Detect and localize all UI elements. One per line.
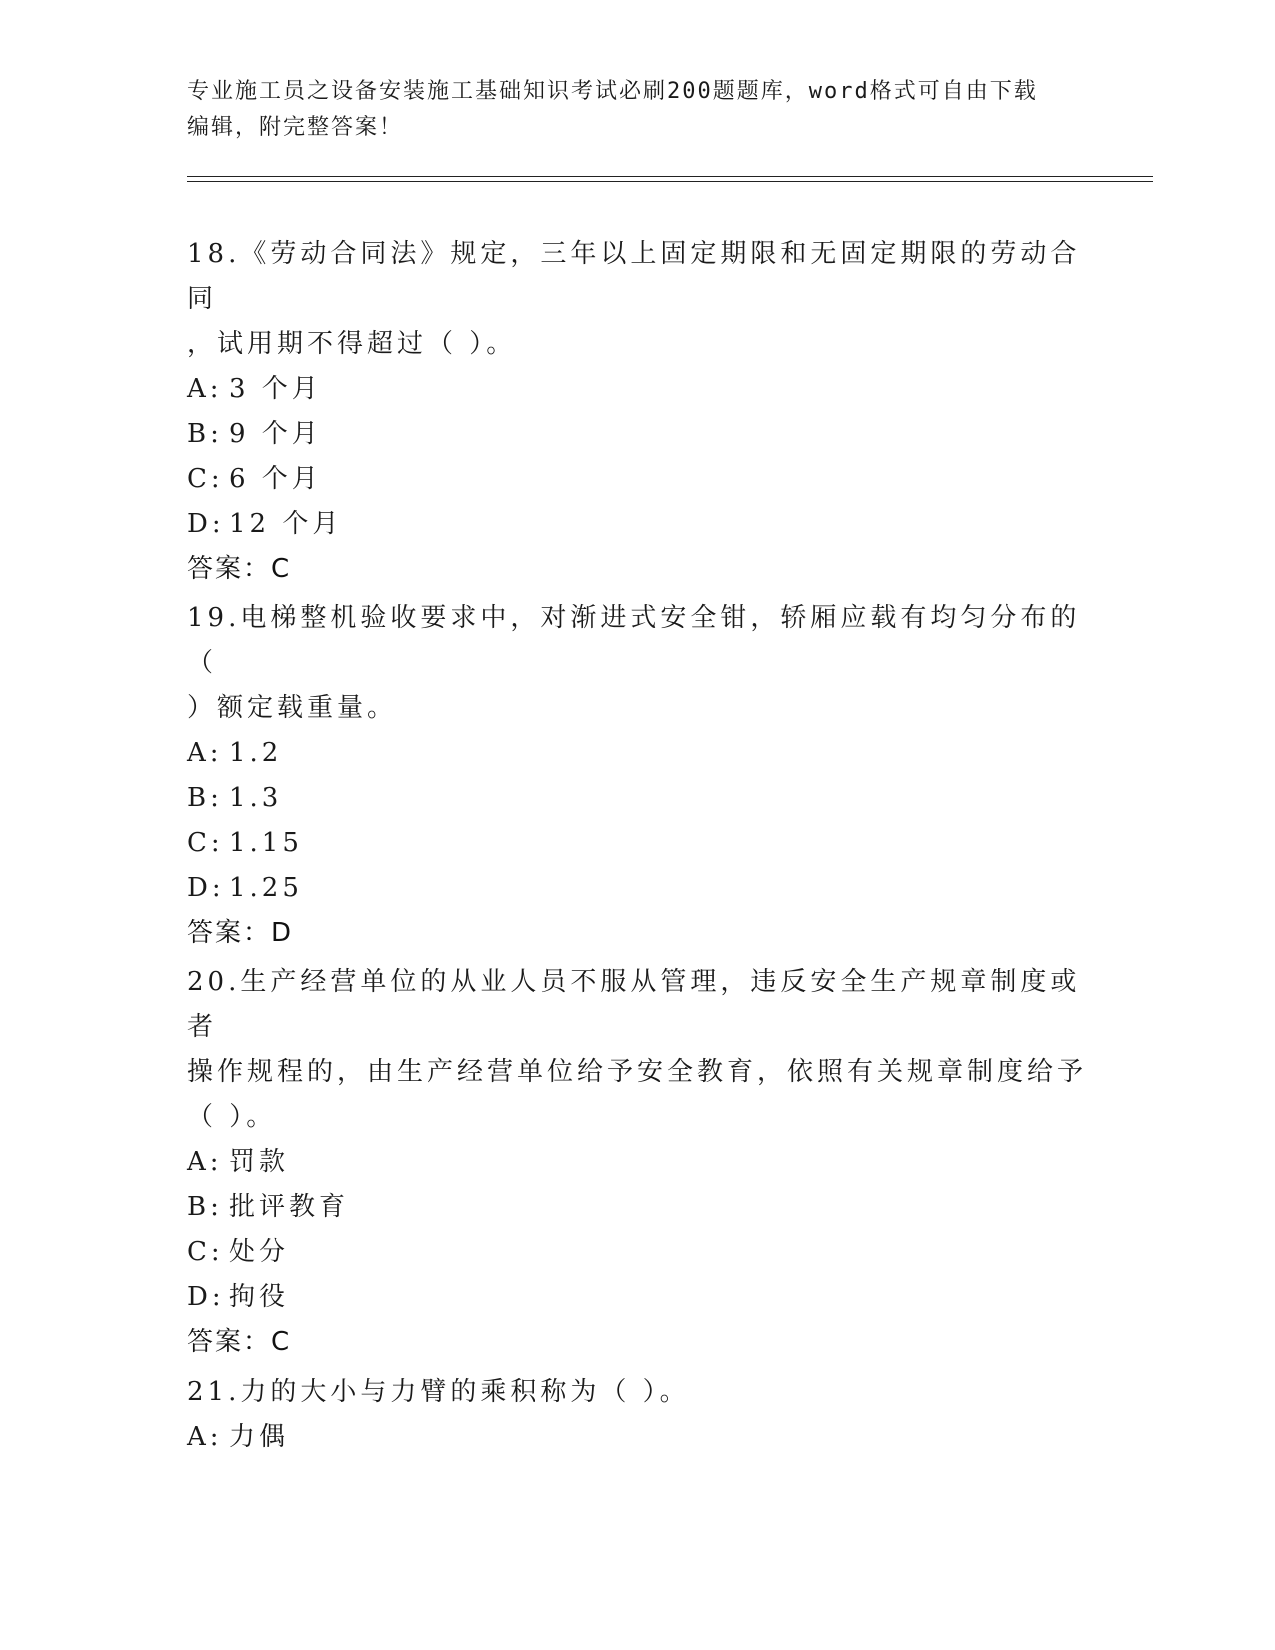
option-c	[187, 821, 1087, 866]
option-letter: B:	[187, 783, 223, 813]
question-21	[187, 1370, 1087, 1460]
option-value: 1.2	[229, 738, 283, 768]
option-value: 1.15	[229, 828, 303, 858]
option-value: 批评教育	[229, 1192, 350, 1222]
option-letter: A:	[187, 1422, 223, 1452]
question-18	[187, 232, 1087, 592]
option-value: 力偶	[229, 1422, 290, 1452]
header-title-line-1: 专业施工员之设备安装施工基础知识考试必刷200题题库，word格式可自由下载	[187, 79, 1038, 104]
option-c	[187, 457, 1087, 502]
answer-label: 答案：C	[187, 1327, 292, 1357]
option-letter: C:	[187, 828, 224, 858]
option-letter: D:	[187, 1282, 225, 1312]
question-20	[187, 960, 1087, 1365]
option-value: 1.25	[229, 873, 303, 903]
question-text-line-1: 18.《劳动合同法》规定，三年以上固定期限和无固定期限的劳动合同	[187, 239, 1081, 314]
option-letter: C:	[187, 464, 224, 494]
option-letter: B:	[187, 1192, 223, 1222]
option-d	[187, 866, 1087, 911]
option-letter: D:	[187, 873, 225, 903]
option-value: 6 个月	[229, 464, 322, 494]
option-value: 拘役	[229, 1282, 290, 1312]
option-value: 罚款	[229, 1147, 290, 1177]
question-text-line-1: 19.电梯整机验收要求中，对渐进式安全钳，轿厢应载有均匀分布的（	[187, 603, 1081, 678]
question-19	[187, 596, 1087, 956]
document-header	[187, 74, 1087, 146]
question-text-line-3: （ ）。	[187, 1102, 277, 1132]
header-divider-top	[187, 176, 1153, 177]
option-letter: B:	[187, 419, 223, 449]
answer-label: 答案：C	[187, 554, 292, 584]
header-title-line-2: 编辑，附完整答案！	[187, 115, 404, 140]
option-b	[187, 776, 1087, 821]
option-value: 12 个月	[229, 509, 343, 539]
header-divider-bottom	[187, 181, 1153, 182]
option-value: 1.3	[229, 783, 283, 813]
option-letter: D:	[187, 509, 225, 539]
question-text-line-1: 20.生产经营单位的从业人员不服从管理，违反安全生产规章制度或者	[187, 967, 1081, 1042]
option-d	[187, 502, 1087, 547]
option-value: 3 个月	[229, 374, 322, 404]
question-text-line-2: ，试用期不得超过（ ）。	[187, 329, 517, 359]
option-a	[187, 1140, 1087, 1185]
option-a	[187, 1415, 1087, 1460]
question-text-line-1: 21.力的大小与力臂的乘积称为（ ）。	[187, 1377, 690, 1407]
question-text-line-2: ）额定载重量。	[187, 693, 398, 723]
option-c	[187, 1230, 1087, 1275]
option-a	[187, 731, 1087, 776]
option-d	[187, 1275, 1087, 1320]
question-text-line-2: 操作规程的，由生产经营单位给予安全教育，依照有关规章制度给予	[187, 1057, 1088, 1087]
option-value: 处分	[229, 1237, 290, 1267]
option-value: 9 个月	[229, 419, 322, 449]
option-letter: C:	[187, 1237, 224, 1267]
option-letter: A:	[187, 374, 223, 404]
option-b	[187, 1185, 1087, 1230]
option-letter: A:	[187, 738, 223, 768]
answer-label: 答案：D	[187, 918, 294, 948]
option-a	[187, 367, 1087, 412]
option-letter: A:	[187, 1147, 223, 1177]
option-b	[187, 412, 1087, 457]
